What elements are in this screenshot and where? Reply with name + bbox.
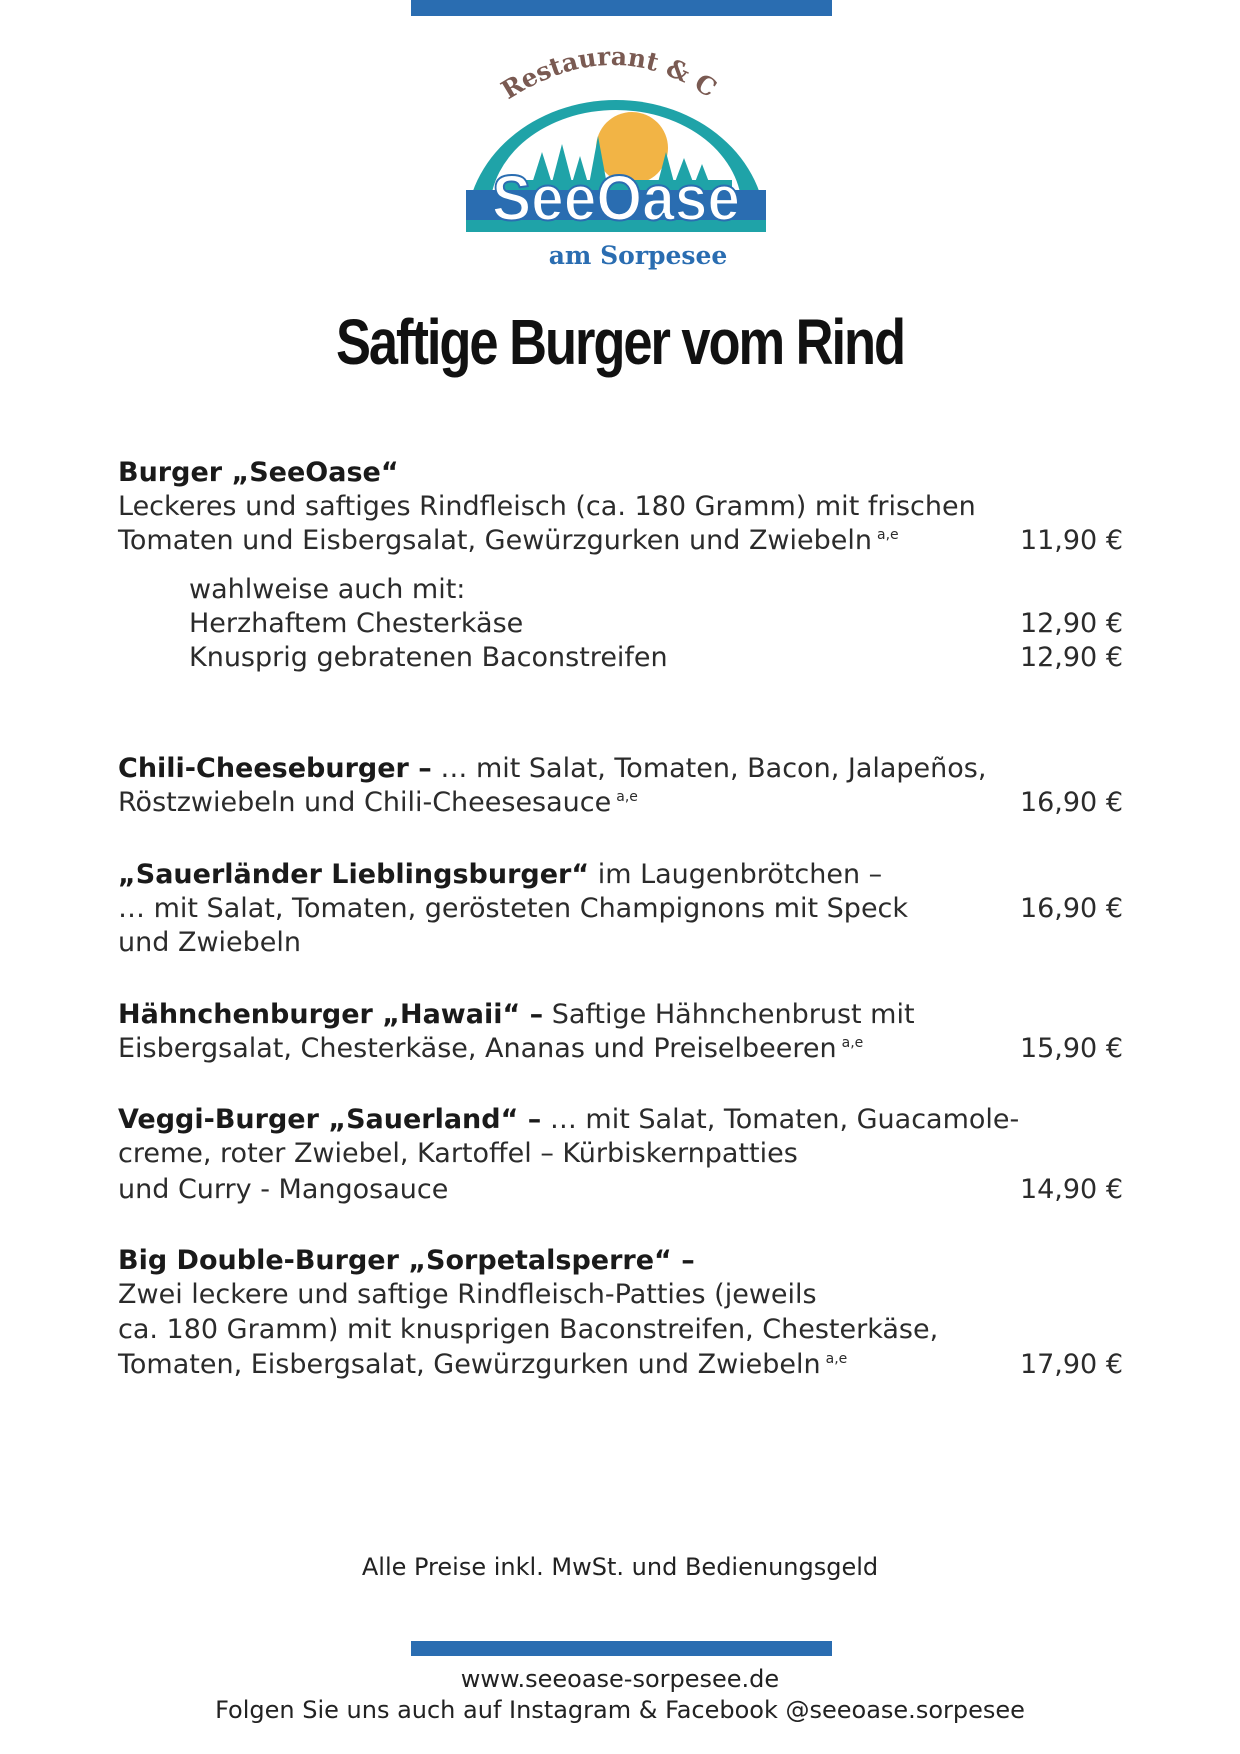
option-price: 12,90 € — [1019, 608, 1123, 639]
restaurant-logo — [460, 40, 780, 280]
item-price: 14,90 € — [1019, 1174, 1123, 1205]
item-price: 11,90 € — [1019, 525, 1123, 556]
item-description: Röstzwiebeln und Chili-Cheesesauce $^{a,e}$ — [118, 787, 638, 818]
item-description: Tomaten und Eisbergsalat, Gewürzgurken und Zwiebeln $^{a,e}$ — [118, 525, 899, 556]
item-description: Leckeres und saftiges Rindfleisch (ca. 180 Gramm) mit frischen — [118, 491, 976, 522]
allergen-note: a,e — [825, 1351, 848, 1367]
item-title: „Sauerländer Lieblingsburger“ im Laugenbrötchen – — [118, 859, 883, 890]
item-price: 15,90 € — [1019, 1033, 1123, 1064]
options-label: wahlweise auch mit: — [189, 574, 466, 605]
item-description: Zwei leckere und saftige Rindfleisch-Patties (jeweils — [118, 1279, 817, 1310]
item-description: ca. 180 Gramm) mit knusprigen Baconstreifen, Chesterkäse, — [118, 1314, 939, 1345]
item-description: und Zwiebeln — [118, 927, 302, 958]
item-title: Big Double-Burger „Sorpetalsperre“ – — [118, 1245, 695, 1276]
item-description: und Curry - Mangosauce — [118, 1174, 449, 1205]
item-price: 16,90 € — [1019, 893, 1123, 924]
item-description: Tomaten, Eisbergsalat, Gewürzgurken und Zwiebeln $^{a,e}$ — [118, 1349, 848, 1380]
svg-text:am Sorpesee: am Sorpesee — [548, 241, 728, 270]
item-title: Hähnchenburger „Hawaii“ – Saftige Hähnchenbrust mit — [118, 999, 915, 1030]
item-description: … mit Salat, Tomaten, gerösteten Champignons mit Speck — [118, 893, 909, 924]
option-price: 12,90 € — [1019, 642, 1123, 673]
item-title: Veggi-Burger „Sauerland“ – … mit Salat, Tomaten, Guacamole- — [118, 1104, 1020, 1135]
item-description: creme, roter Zwiebel, Kartoffel – Kürbiskernpatties — [118, 1138, 798, 1169]
item-description: Eisbergsalat, Chesterkäse, Ananas und Preiselbeeren $^{a,e}$ — [118, 1033, 864, 1064]
item-title: Burger „SeeOase“ — [118, 457, 399, 488]
top-accent-bar — [411, 0, 832, 16]
bottom-accent-bar — [411, 1641, 832, 1656]
item-title: Chili-Cheeseburger – … mit Salat, Tomaten, Bacon, Jalapeños, — [118, 753, 987, 784]
svg-text:Restaurant & Café: Restaurant & C — [496, 41, 722, 105]
item-price: 16,90 € — [1019, 787, 1123, 818]
price-note: Alle Preise inkl. MwSt. und Bedienungsgeld — [361, 1553, 879, 1581]
menu-title: Saftige Burger vom Rind — [335, 306, 905, 378]
allergen-note: a,e — [877, 527, 899, 543]
allergen-note: a,e — [841, 1035, 864, 1051]
item-price: 17,90 € — [1019, 1349, 1123, 1380]
option-label: Herzhaftem Chesterkäse — [189, 608, 524, 639]
allergen-note: a,e — [616, 789, 638, 805]
option-label: Knusprig gebratenen Baconstreifen — [189, 642, 668, 673]
social-media-note: Folgen Sie uns auch auf Instagram & Facebook @seeoase.sorpesee — [215, 1696, 1025, 1724]
website-link[interactable]: www.seeoase-sorpesee.de — [460, 1665, 780, 1693]
svg-text:SeeOase: SeeOase — [492, 162, 740, 234]
